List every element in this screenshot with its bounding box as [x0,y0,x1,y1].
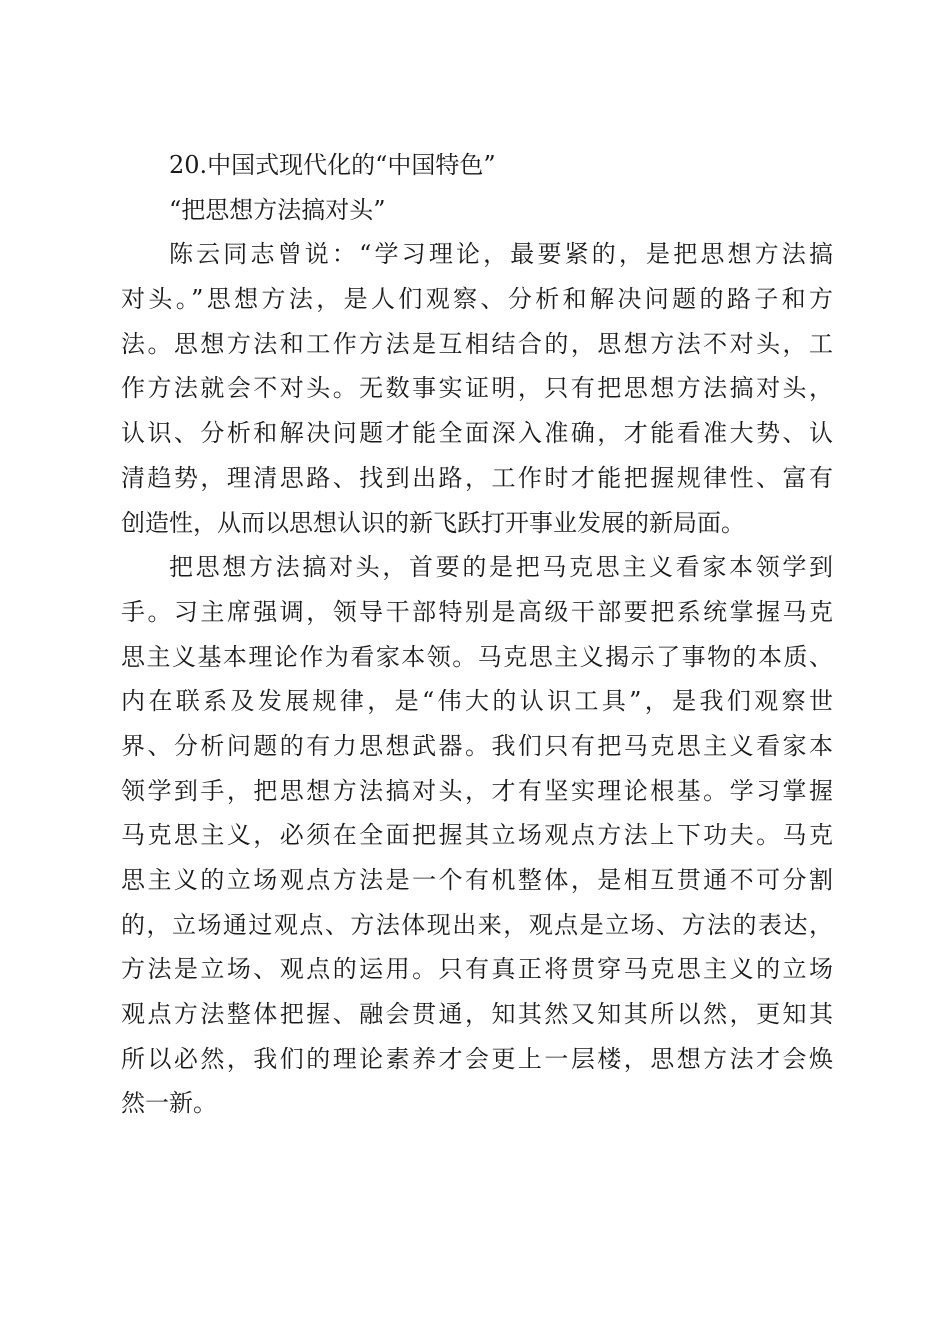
paragraph-line: 陈云同志曾说：“学习理论，最要紧的，是把思想方法搞 [169,240,833,269]
paragraph-line: 所以必然，我们的理论素养才会更上一层楼，思想方法才会焕 [121,1044,833,1073]
paragraph-line: 作方法就会不对头。无数事实证明，只有把思想方法搞对头， [121,374,833,403]
paragraph-line: 手。习主席强调，领导干部特别是高级干部要把系统掌握马克 [121,597,833,626]
paragraph-line: 界、分析问题的有力思想武器。我们只有把马克思主义看家本 [121,731,833,760]
paragraph-line: 的，立场通过观点、方法体现出来，观点是立场、方法的表达， [121,910,833,939]
paragraph-line: 内在联系及发展规律，是“伟大的认识工具”，是我们观察世 [121,687,833,716]
paragraph-line: 对头。”思想方法，是人们观察、分析和解决问题的路子和方 [121,285,833,314]
document-heading: 20.中国式现代化的“中国特色” [169,151,496,179]
paragraph-line: 然一新。 [121,1089,217,1118]
paragraph-line: 马克思主义，必须在全面把握其立场观点方法上下功夫。马克 [121,821,833,850]
paragraph-line: 方法是立场、观点的运用。只有真正将贯穿马克思主义的立场 [121,955,833,984]
paragraph-line: 观点方法整体把握、融会贯通，知其然又知其所以然，更知其 [121,1000,833,1029]
paragraph-line: 思主义的立场观点方法是一个有机整体，是相互贯通不可分割 [121,866,833,894]
paragraph-line: 认识、分析和解决问题才能全面深入准确，才能看准大势、认 [121,419,833,448]
paragraph-line: 思主义基本理论作为看家本领。马克思主义揭示了事物的本质、 [121,642,833,671]
paragraph-2 [121,545,833,1126]
paragraph-line: 清趋势，理清思路、找到出路，工作时才能把握规律性、富有 [121,463,833,492]
document-subheading: “把思想方法搞对头” [169,195,386,224]
paragraph-1 [121,232,833,545]
paragraph-line: 领学到手，把思想方法搞对头，才有坚实理论根基。学习掌握 [121,776,833,805]
paragraph-line: 创造性，从而以思想认识的新飞跃打开事业发展的新局面。 [121,508,745,537]
paragraph-line: 把思想方法搞对头，首要的是把马克思主义看家本领学到 [169,553,833,582]
paragraph-line: 法。思想方法和工作方法是互相结合的，思想方法不对头，工 [121,329,833,358]
document-body [121,143,833,1126]
